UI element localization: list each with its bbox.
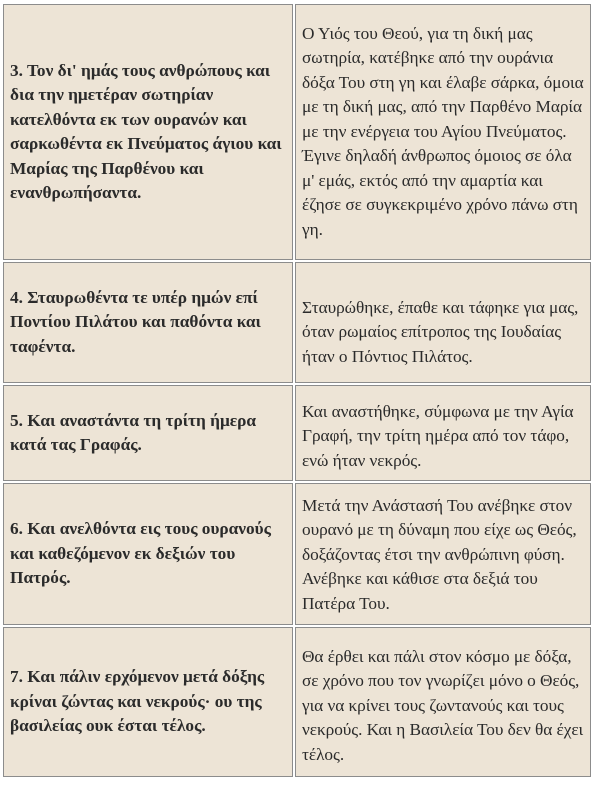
explanation-text: Θα έρθει και πάλι στον κόσμο με δόξα, σε χρόνο που τον γνωρίζει μόνο ο Θεός, για να κρίνει τους ζωντανούς και τους νεκρούς. Και η Βασιλεία Του δεν θα έχει τέλος.	[302, 646, 584, 764]
creed-clause-text: 5. Και αναστάντα τη τρίτη ήμερα κατά τας Γραφάς.	[10, 410, 257, 454]
creed-clause-cell	[3, 385, 293, 481]
creed-clause-text: 7. Και πάλιν ερχόμενον μετά δόξης κρίναι ζώντας και νεκρούς· ου της βασιλείας ουκ έσται τέλος.	[10, 667, 265, 736]
explanation-text: Μετά την Ανάστασή Του ανέβηκε στον ουρανό με τη δύναμη που είχε ως Θεός, δοξάζοντας έτσι την ανθρώπινη φύση. Ανέβηκε και κάθισε στα δεξιά του Πατέρα Του.	[302, 495, 577, 613]
creed-clause-cell	[3, 627, 293, 777]
explanation-cell	[295, 385, 591, 481]
explanation-cell	[295, 627, 591, 777]
explanation-cell	[295, 483, 591, 625]
table-row	[3, 483, 591, 625]
explanation-text: Ο Υιός του Θεού, για τη δική μας σωτηρία, κατέβηκε από την ουράνια δόξα Του στη γη και έλαβε σάρκα, όμοια με τη δική μας, από την Παρθένο Μαρία με την ενέργεια του Αγίου Πνεύματος. Έγινε δηλαδή άνθρωπος όμοιος σε όλα μ' εμάς, εκτός από την αμαρτία και έζησε σε συγκεκριμένο χρόνο πάνω στη γη.	[302, 23, 584, 239]
table-row	[3, 4, 591, 260]
creed-clause-text: 6. Και ανελθόντα εις τους ουρανούς και καθεζόμενον εκ δεξιών του Πατρός.	[10, 519, 271, 588]
table-row	[3, 385, 591, 481]
creed-clause-cell	[3, 483, 293, 625]
creed-clause-text: 4. Σταυρωθέντα τε υπέρ ημών επί Ποντίου Πιλάτου και παθόντα και ταφέντα.	[10, 287, 261, 356]
table-row	[3, 262, 591, 383]
explanation-text: Και αναστήθηκε, σύμφωνα με την Αγία Γραφή, την τρίτη ημέρα από τον τάφο, ενώ ήταν νεκρός.	[302, 401, 574, 470]
creed-table	[1, 2, 593, 779]
explanation-cell	[295, 262, 591, 383]
creed-clause-text: 3. Τον δι' ημάς τους ανθρώπους και δια την ημετέραν σωτηρίαν κατελθόντα εκ των ουρανών και σαρκωθέντα εκ Πνεύματος άγιου και Μαρίας της Παρθένου και ενανθρωπήσαντα.	[10, 60, 282, 202]
explanation-text: Σταυρώθηκε, έπαθε και τάφηκε για μας, όταν ρωμαίος επίτροπος της Ιουδαίας ήταν ο Πόντιος Πιλάτος.	[302, 297, 579, 366]
table-row	[3, 627, 591, 777]
creed-clause-cell	[3, 262, 293, 383]
explanation-cell	[295, 4, 591, 260]
creed-clause-cell	[3, 4, 293, 260]
